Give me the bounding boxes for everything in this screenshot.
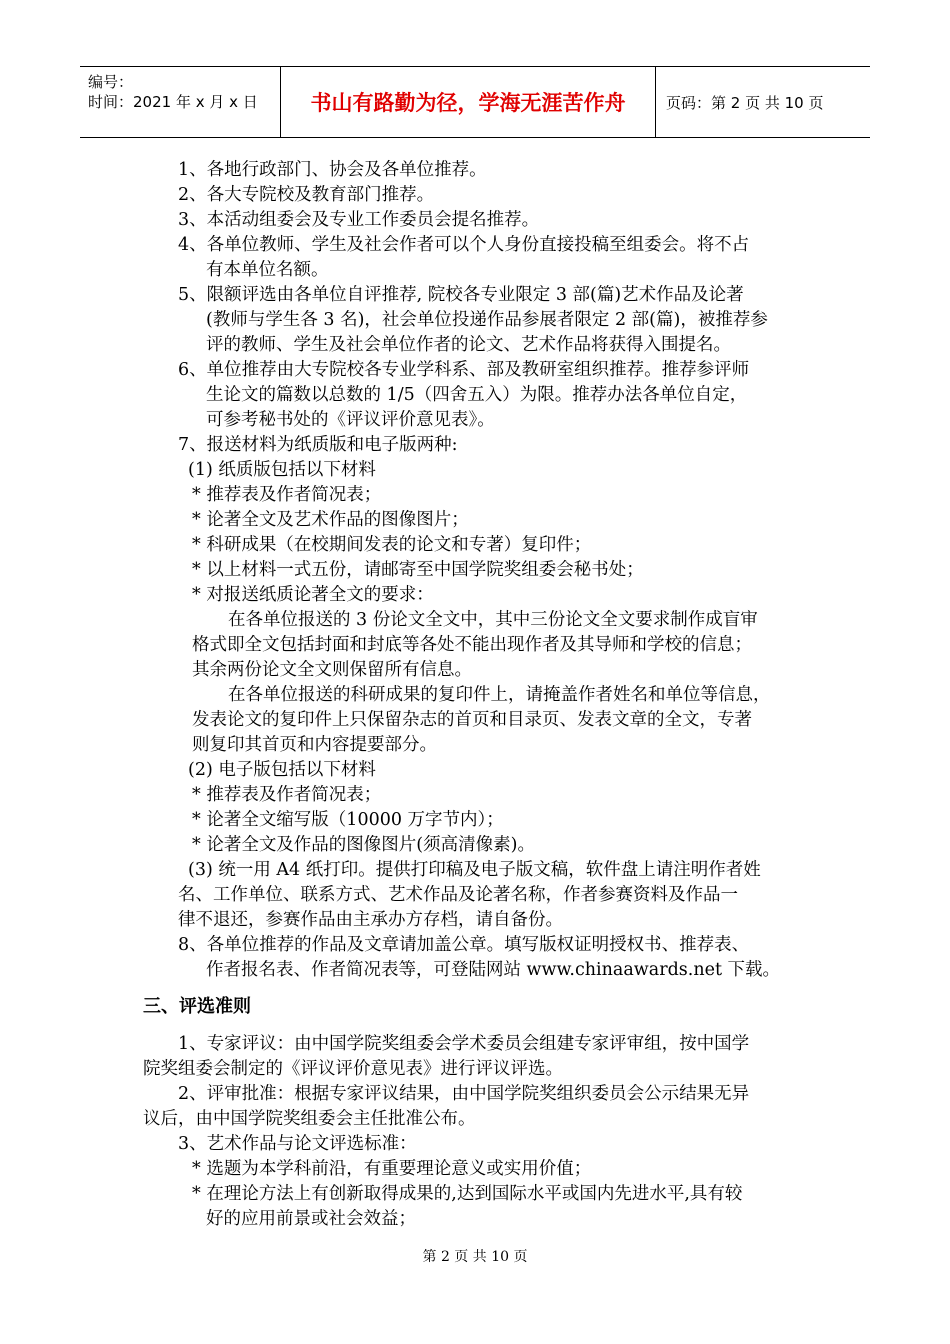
text-line: 3、本活动组委会及专业工作委员会提名推荐。 xyxy=(178,210,540,230)
text-line: 作者报名表、作者简况表等，可登陆网站 www.chinaawards.net 下载。 xyxy=(206,960,781,980)
text-line: * 论著全文缩写版（10000 万字节内）； xyxy=(192,810,504,830)
text-line: 有本单位名额。 xyxy=(206,260,329,280)
text-line: 评的教师、学生及社会单位作者的论文、艺术作品将获得入围提名。 xyxy=(206,335,731,355)
text-line: (2) 电子版包括以下材料 xyxy=(188,760,376,780)
text-line: 名、工作单位、联系方式、艺术作品及论著名称，作者参赛资料及作品一 xyxy=(178,885,738,905)
text-line: 院奖组委会制定的《评议评价意见表》进行评议评选。 xyxy=(143,1059,563,1079)
text-line: 则复印其首页和内容提要部分。 xyxy=(192,735,437,755)
text-line: 2、各大专院校及教育部门推荐。 xyxy=(178,185,435,205)
text-line: * 科研成果（在校期间发表的论文和专著）复印件； xyxy=(192,535,592,555)
text-line: 格式即全文包括封面和封底等各处不能出现作者及其导师和学校的信息； xyxy=(192,635,752,655)
header-page-info: 页码：第 2 页 共 10 页 xyxy=(666,93,824,112)
text-line: 2、评审批准：根据专家评议结果，由中国学院奖组织委员会公示结果无异 xyxy=(178,1084,750,1104)
text-line: (3) 统一用 A4 纸打印。提供打印稿及电子版文稿，软件盘上请注明作者姓 xyxy=(188,860,761,880)
text-line: 5、限额评选由各单位自评推荐, 院校各专业限定 3 部(篇)艺术作品及论著 xyxy=(178,285,744,305)
text-line: 6、单位推荐由大专院校各专业学科系、部及教研室组织推荐。推荐参评师 xyxy=(178,360,750,380)
text-line: 律不退还，参赛作品由主承办方存档，请自备份。 xyxy=(178,910,563,930)
header-meta xyxy=(80,67,281,137)
text-line: (1) 纸质版包括以下材料 xyxy=(188,460,376,480)
text-line: * 推荐表及作者简况表； xyxy=(192,785,382,805)
text-line: 3、艺术作品与论文评选标准： xyxy=(178,1134,417,1154)
text-line: 7、报送材料为纸质版和电子版两种: xyxy=(178,435,458,455)
text-line: * 以上材料一式五份，请邮寄至中国学院奖组委会秘书处； xyxy=(192,560,644,580)
text-line: 发表论文的复印件上只保留杂志的首页和目录页、发表文章的全文，专著 xyxy=(192,710,752,730)
text-line: 议后，由中国学院奖组委会主任批准公布。 xyxy=(143,1109,476,1129)
text-line: 其余两份论文全文则保留所有信息。 xyxy=(192,660,472,680)
text-line: * 论著全文及作品的图像图片(须高清像素)。 xyxy=(192,835,535,855)
text-line: 在各单位报送的科研成果的复印件上，请掩盖作者姓名和单位等信息， xyxy=(228,685,771,705)
text-line: * 选题为本学科前沿，有重要理论意义或实用价值； xyxy=(192,1159,592,1179)
text-line: 1、专家评议：由中国学院奖组委会学术委员会组建专家评审组，按中国学 xyxy=(178,1034,750,1054)
section-heading: 三、评选准则 xyxy=(143,996,251,1017)
text-line: * 推荐表及作者简况表； xyxy=(192,485,382,505)
page-footer: 第 2 页 共 10 页 xyxy=(422,1249,528,1265)
page-header xyxy=(80,66,870,138)
text-line: * 在理论方法上有创新取得成果的,达到国际水平或国内先进水平,具有较 xyxy=(192,1184,743,1204)
header-motto: 书山有路勤为径，学海无涯苦作舟 xyxy=(281,67,656,137)
text-line: 生论文的篇数以总数的 1/5（四舍五入）为限。推荐办法各单位自定， xyxy=(206,385,748,405)
text-line: * 论著全文及艺术作品的图像图片； xyxy=(192,510,469,530)
text-line: (教师与学生各 3 名)，社会单位投递作品参展者限定 2 部(篇)，被推荐参 xyxy=(206,310,768,330)
text-line: 1、各地行政部门、协会及各单位推荐。 xyxy=(178,160,487,180)
text-line: * 对报送纸质论著全文的要求： xyxy=(192,585,434,605)
text-line: 好的应用前景或社会效益； xyxy=(206,1209,416,1229)
document-number: 编号： xyxy=(88,73,134,91)
document-date: 时间：2021 年 x 月 x 日 xyxy=(88,93,258,111)
text-line: 4、各单位教师、学生及社会作者可以个人身份直接投稿至组委会。将不占 xyxy=(178,235,750,255)
text-line: 在各单位报送的 3 份论文全文中，其中三份论文全文要求制作成盲审 xyxy=(228,610,758,630)
text-line: 8、各单位推荐的作品及文章请加盖公章。填写版权证明授权书、推荐表、 xyxy=(178,935,750,955)
text-line: 可参考秘书处的《评议评价意见表》。 xyxy=(206,410,495,430)
